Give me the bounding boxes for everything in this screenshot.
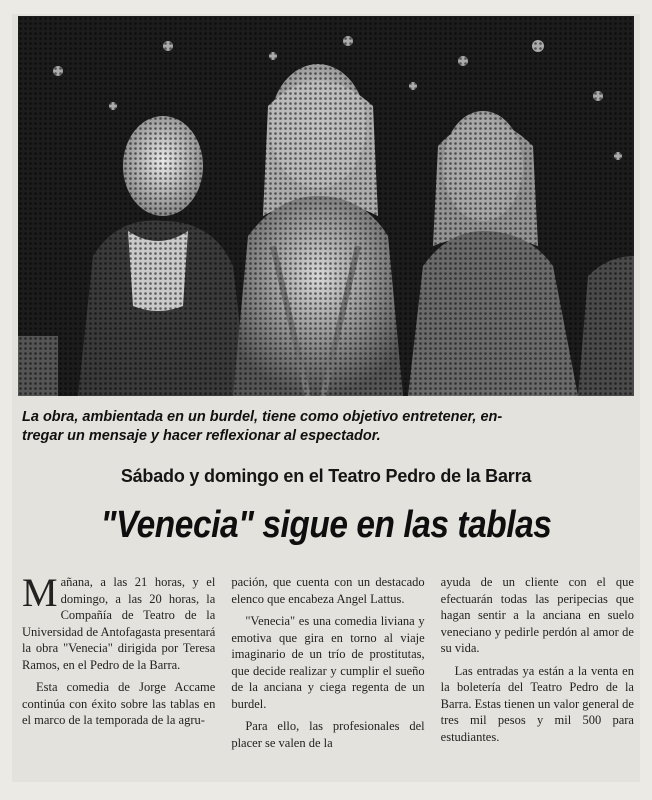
article-column-1 [22, 574, 215, 782]
main-headline: "Venecia" sigue en las tablas [100, 504, 552, 546]
paragraph: Esta comedia de Jorge Accame continúa con éxito sobre las tablas en el marco de la temporada de la agru- [22, 680, 216, 727]
kicker-headline: Sábado y domingo en el Teatro Pedro de la Barra [120, 466, 532, 486]
halftone-photo [18, 16, 634, 396]
paragraph: Para ello, las profesionales del placer se valen de la [231, 719, 425, 750]
photo-caption [22, 408, 622, 446]
caption-line-2: tregar un mensaje y hacer reflexionar al espectador. [22, 428, 381, 444]
article-column-2 [231, 574, 424, 782]
drop-cap: M [22, 574, 58, 615]
paragraph-text: añana, a las 21 horas, y el domingo, a las 20 horas, la Compañía de Teatro de la Universidad de Antofagasta presentará la obra "Venecia" dirigida por Teresa Ramos, en el Pedro de la Barra. [22, 575, 216, 672]
newspaper-clipping [12, 14, 640, 782]
caption-line-1: La obra, ambientada en un burdel, tiene como objetivo entretener, en- [22, 409, 503, 425]
article-body [22, 574, 634, 782]
paragraph: Las entradas ya están a la venta en la boletería del Teatro Pedro de la Barra. Estas tienen un valor general de tres mil pesos y mil 500 para estudiantes. [440, 663, 634, 744]
paragraph [22, 574, 215, 673]
paragraph: ayuda de un cliente con el que efectuarán todas las peripecias que hagan sentir a la anciana en suelo veneciano y pedirle perdón al amor de su vida. [440, 575, 634, 655]
article-column-3 [441, 574, 634, 782]
paragraph: pación, que cuenta con un destacado elenco que encabeza Angel Lattus. [231, 575, 425, 606]
paragraph: "Venecia" es una comedia liviana y emotiva que gira en torno al viaje imaginario de un trío de prostitutas, que decide realizar y cumplir el sueño de la anciana y ciega regenta de un burdel. [231, 614, 425, 711]
